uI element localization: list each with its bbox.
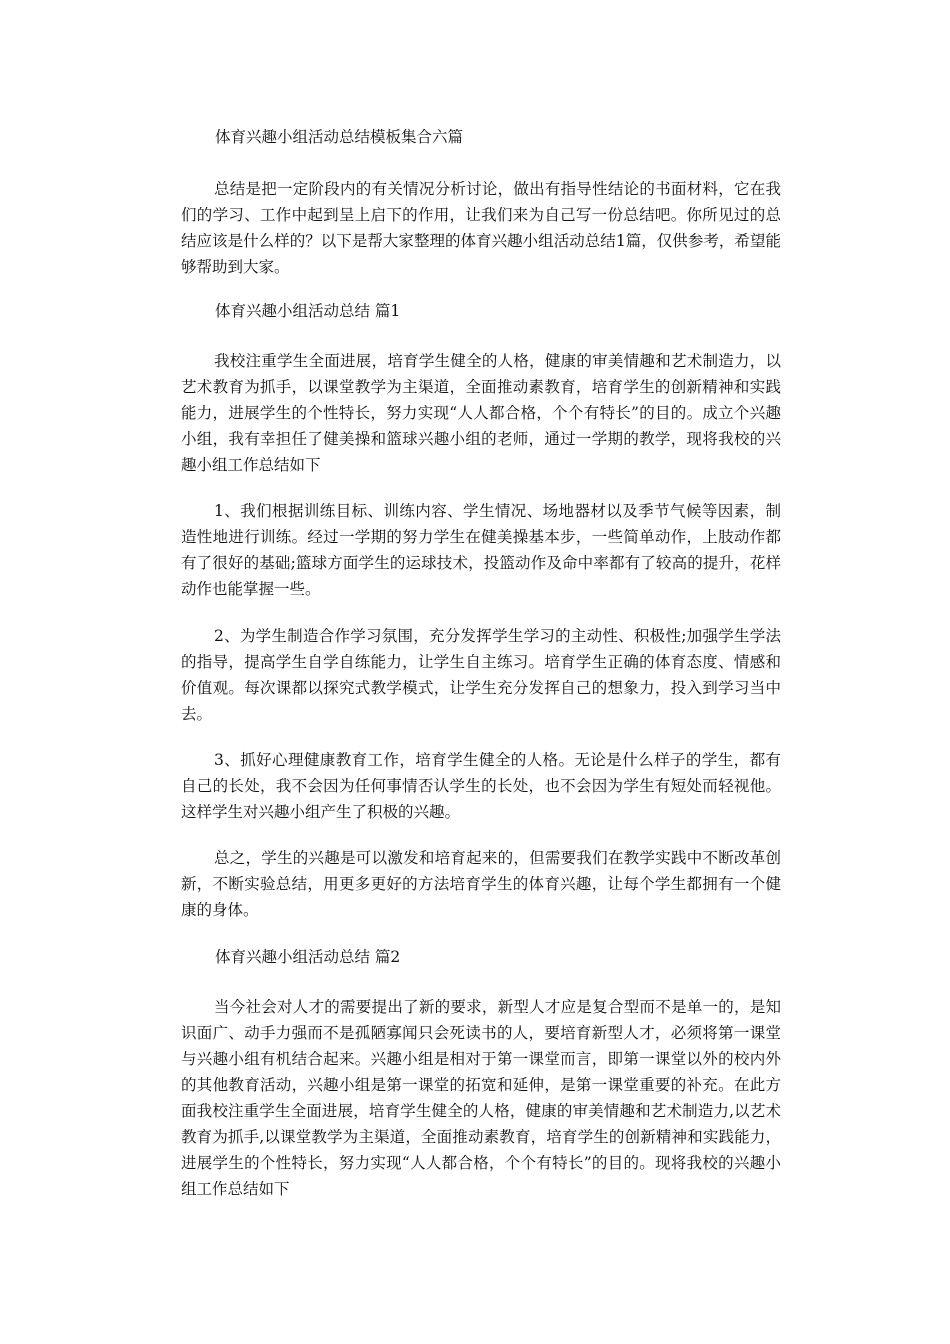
section-1-heading: 体育兴趣小组活动总结 篇1 bbox=[215, 302, 401, 320]
intro-paragraph: 总结是把一定阶段内的有关情况分析讨论，做出有指导性结论的书面材料，它在我们的学习、工作中起到呈上启下的作用，让我们来为自己写一份总结吧。你所见过的总结应该是什么样的？以下是帮大家整理的体育兴趣小组活动总结1篇，仅供参考，希望能够帮助到大家。 bbox=[181, 180, 781, 276]
section-1-paragraph-2: 1、我们根据训练目标、训练内容、学生情况、场地器材以及季节气候等因素，制造性地进行训练。经过一学期的努力学生在健美操基本步，一些简单动作，上肢动作都有了很好的基础;篮球方面学生的运球技术，投篮动作及命中率都有了较高的提升，花样动作也能掌握一些。 bbox=[181, 502, 781, 598]
section-1-paragraph-1: 我校注重学生全面进展，培育学生健全的人格，健康的审美情趣和艺术制造力，以艺术教育为抓手，以课堂教学为主渠道，全面推动素教育，培育学生的创新精神和实践能力，进展学生的个性特长，努力实现“人人都合格，个个有特长”的目的。成立个兴趣小组，我有幸担任了健美操和篮球兴趣小组的老师，通过一学期的教学，现将我校的兴趣小组工作总结如下 bbox=[181, 352, 781, 474]
document-title: 体育兴趣小组活动总结模板集合六篇 bbox=[215, 128, 464, 146]
section-2-heading: 体育兴趣小组活动总结 篇2 bbox=[215, 948, 401, 966]
section-1-paragraph-4: 3、抓好心理健康教育工作，培育学生健全的人格。无论是什么样子的学生，都有自己的长处，我不会因为任何事情否认学生的长处，也不会因为学生有短处而轻视他。这样学生对兴趣小组产生了积极的兴趣。 bbox=[181, 751, 781, 821]
section-1-paragraph-5: 总之，学生的兴趣是可以激发和培育起来的，但需要我们在教学实践中不断改革创新，不断实验总结，用更多更好的方法培育学生的体育兴趣，让每个学生都拥有一个健康的身体。 bbox=[181, 849, 781, 919]
section-2-paragraph-1: 当今社会对人才的需要提出了新的要求，新型人才应是复合型而不是单一的，是知识面广、动手力强而不是孤陋寡闻只会死读书的人，要培育新型人才，必须将第一课堂与兴趣小组有机结合起来。兴趣小组是相对于第一课堂而言，即第一课堂以外的校内外的其他教育活动，兴趣小组是第一课堂的拓宽和延伸，是第一课堂重要的补充。在此方面我校注重学生全面进展，培育学生健全的人格，健康的审美情趣和艺术制造力,以艺术教育为抓手,以课堂教学为主渠道，全面推动素教育，培育学生的创新精神和实践能力，进展学生的个性特长，努力实现“人人都合格，个个有特长”的目的。现将我校的兴趣小组工作总结如下 bbox=[181, 998, 781, 1198]
section-1-paragraph-3: 2、为学生制造合作学习氛围，充分发挥学生学习的主动性、积极性;加强学生学法的指导，提高学生自学自练能力，让学生自主练习。培育学生正确的体育态度、情感和价值观。每次课都以探究式教学模式，让学生充分发挥自己的想象力，投入到学习当中去。 bbox=[181, 627, 781, 723]
